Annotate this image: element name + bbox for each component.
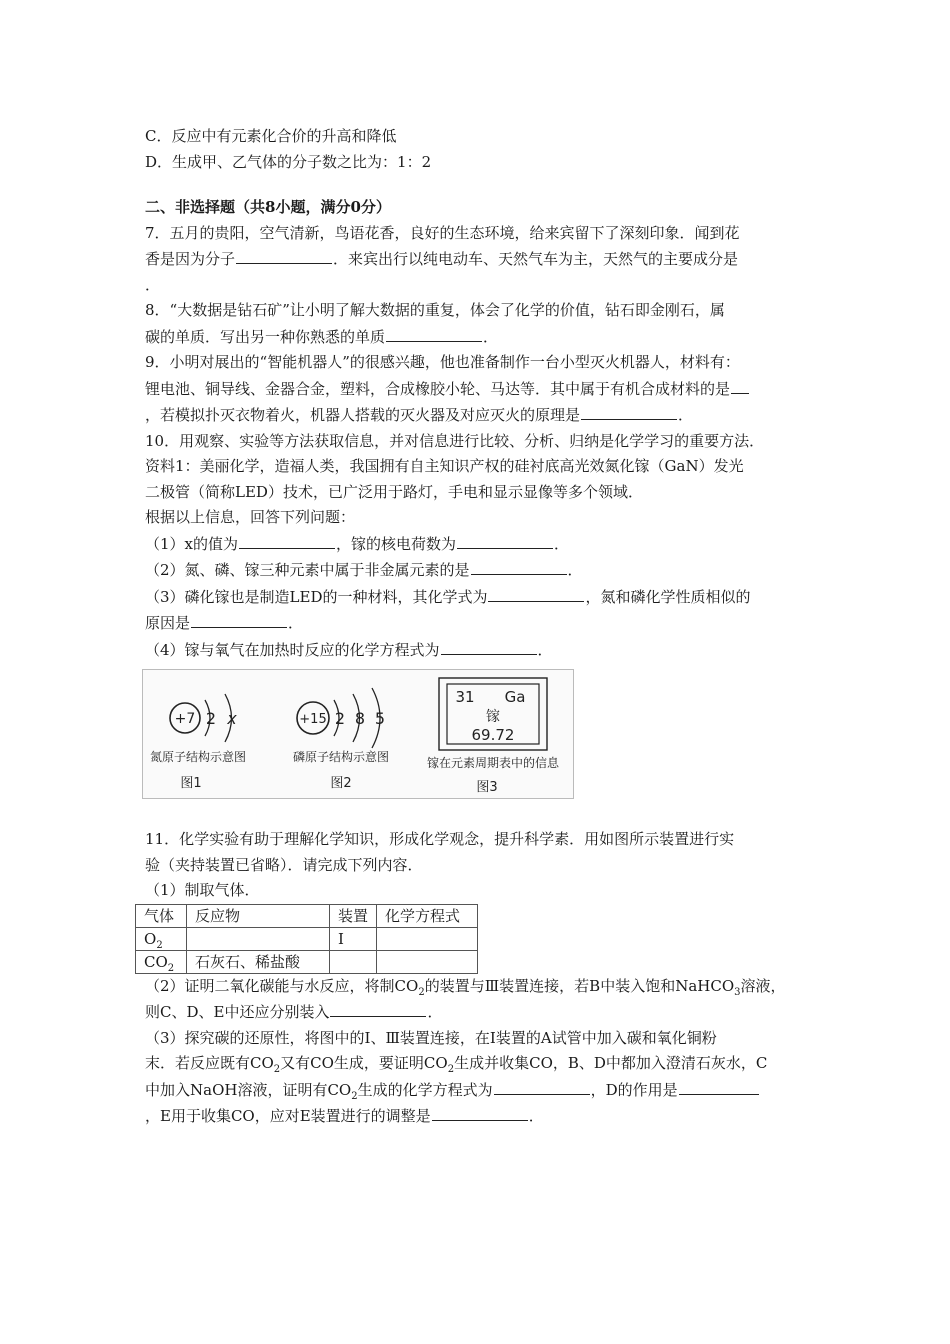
- q9-line2: 锂电池、铜导线、金器合金，塑料，合成橡胶小轮、马达等．其中属于有机合成材料的是: [145, 376, 825, 403]
- table-row: [136, 950, 478, 973]
- q11-sub2-line1: （2）证明二氧化碳能与水反应，将制$CO_2$的装置与Ⅲ装置连接，若B中装入饱和NaHCO$_3$溶液，: [145, 976, 786, 998]
- q8-line1: 8．“大数据是钻石矿”让小明了解大数据的重复，体会了化学的价值，钻石即金刚石，属: [145, 301, 725, 319]
- table-header: 反应物: [187, 904, 330, 927]
- answer-blank[interactable]: [679, 1077, 759, 1095]
- answer-blank[interactable]: [239, 531, 335, 549]
- answer-blank[interactable]: [441, 637, 537, 655]
- figure-1-label: 图1: [180, 776, 202, 791]
- answer-blank[interactable]: [471, 557, 567, 575]
- answer-blank[interactable]: [731, 376, 749, 394]
- q7-line1: 7．五月的贵阳，空气清新，鸟语花香，良好的生态环境，给来宾留下了深刻印象．闻到花: [145, 223, 740, 242]
- phosphorus-electrons-2: 8: [354, 709, 366, 728]
- table-cell[interactable]: [377, 927, 478, 950]
- answer-blank[interactable]: [488, 584, 584, 602]
- figure-2-label: 图2: [330, 776, 352, 791]
- gallium-mass: 69.72: [471, 726, 515, 744]
- gallium-tile: [427, 678, 560, 795]
- q8-line2: 碳的单质．写出另一种你熟悉的单质 ．: [145, 324, 825, 351]
- q10-sub4: （4）镓与氧气在加热时反应的化学方程式为 ．: [145, 637, 825, 664]
- table-cell: 石灰石、稀盐酸: [187, 950, 330, 973]
- table-row: [136, 927, 478, 950]
- figures-svg: [143, 670, 573, 798]
- nitrogen-diagram: [150, 694, 246, 791]
- answer-blank[interactable]: [330, 999, 426, 1017]
- q10-line1: 10．用观察、实验等方法获取信息，并对信息进行比较、分析、归纳是化学学习的重要方法．: [145, 431, 765, 450]
- q10-sub3: （3）磷化镓也是制造LED的一种材料，其化学式为 ，氮和磷化学性质相似的: [145, 584, 825, 611]
- q11-sub3-line1: （3）探究碳的还原性，将图中的Ⅰ、Ⅲ装置连接，在Ⅰ装置的A试管中加入碳和氧化铜粉: [145, 1028, 717, 1047]
- atom-figures: [142, 669, 574, 799]
- gallium-symbol: Ga: [504, 688, 526, 706]
- answer-blank[interactable]: [432, 1103, 528, 1121]
- answer-blank[interactable]: [494, 1077, 590, 1095]
- gallium-name: 镓: [486, 709, 500, 725]
- phosphorus-diagram: [293, 688, 389, 791]
- document-page: [145, 124, 825, 1130]
- table-header: 气体: [136, 904, 187, 927]
- nitrogen-nucleus-label: +7: [174, 711, 196, 727]
- q10-sub2: （2）氮、磷、镓三种元素中属于非金属元素的是 ．: [145, 557, 825, 584]
- table-header: 化学方程式: [377, 904, 478, 927]
- q10-line4: 根据以上信息，回答下列问题：: [145, 508, 356, 526]
- nitrogen-caption: 氮原子结构示意图: [149, 750, 247, 764]
- phosphorus-electrons-1: 2: [334, 709, 346, 728]
- gallium-atomic-number: 31: [455, 688, 475, 706]
- answer-blank[interactable]: [386, 324, 482, 342]
- q11-sub2-line2: 则C、D、E中还应分别装入 ．: [145, 999, 825, 1026]
- table-cell: Ⅰ: [330, 927, 377, 950]
- option-c: C．反应中有元素化合价的升高和降低: [145, 127, 397, 145]
- q11-sub3-line2: 末．若反应既有$CO_2$又有CO生成，要证明$CO_2$生成并收集CO，B、D中都加入澄清石灰水，C: [145, 1054, 768, 1075]
- answer-blank[interactable]: [581, 402, 677, 420]
- q7-line3: ．: [145, 275, 161, 294]
- q11-sub3-line4: ，E用于收集CO，应对E装置进行的调整是 ．: [145, 1103, 825, 1130]
- answer-blank[interactable]: [191, 610, 287, 628]
- gas-table: [135, 904, 478, 974]
- option-d: D．生成甲、乙气体的分子数之比为：1：2: [145, 152, 432, 171]
- nitrogen-electrons-1: 2: [205, 709, 217, 728]
- q9-line1: 9．小明对展出的“智能机器人”的很感兴趣，他也准备制作一台小型灭火机器人，材料有：: [145, 353, 740, 371]
- table-header-row: [136, 904, 478, 927]
- nitrogen-electrons-2: x: [227, 709, 237, 728]
- q7-line2: 香是因为分子 ．来宾出行以纯电动车、天然气车为主，天然气的主要成分是: [145, 246, 825, 273]
- figure-3-label: 图3: [476, 780, 498, 795]
- q10-sub3-cont: 原因是 ．: [145, 610, 825, 637]
- phosphorus-nucleus-label: +15: [299, 712, 327, 727]
- table-cell: $CO_2$: [136, 950, 187, 973]
- q10-line2: 资料1：美丽化学，造福人类，我国拥有自主知识产权的硅衬底高光效氮化镓（GaN）发光: [145, 457, 744, 475]
- q9-line3: ，若模拟扑灭衣物着火，机器人搭载的灭火器及对应灭火的原理是 ．: [145, 402, 825, 429]
- gallium-caption: 镓在元素周期表中的信息: [426, 756, 560, 770]
- q11-sub3-line3: 中加入NaOH溶液，证明有$CO_2$生成的化学方程式为 ，D的作用是: [145, 1077, 825, 1104]
- table-cell[interactable]: [377, 950, 478, 973]
- q10-line3: 二极管（简称LED）技术，已广泛用于路灯，手电和显示显像等多个领域．: [145, 482, 643, 501]
- section-heading: 二、非选择题（共8小题，满分0分）: [145, 198, 391, 216]
- q11-line1: 11．化学实验有助于理解化学知识，形成化学观念，提升科学素．用如图所示装置进行实: [145, 830, 735, 848]
- q10-sub1: （1）x的值为 ，镓的核电荷数为 ．: [145, 531, 825, 558]
- phosphorus-caption: 磷原子结构示意图: [292, 750, 390, 764]
- table-cell[interactable]: [330, 950, 377, 973]
- q11-sub1: （1）制取气体．: [145, 881, 260, 899]
- phosphorus-electrons-3: 5: [374, 709, 386, 728]
- table-cell[interactable]: [187, 927, 330, 950]
- table-cell: $O_2$: [136, 927, 187, 950]
- answer-blank[interactable]: [457, 531, 553, 549]
- table-header: 装置: [330, 904, 377, 927]
- q11-line2: 验（夹持装置已省略）．请完成下列内容．: [145, 855, 423, 874]
- answer-blank[interactable]: [236, 246, 332, 264]
